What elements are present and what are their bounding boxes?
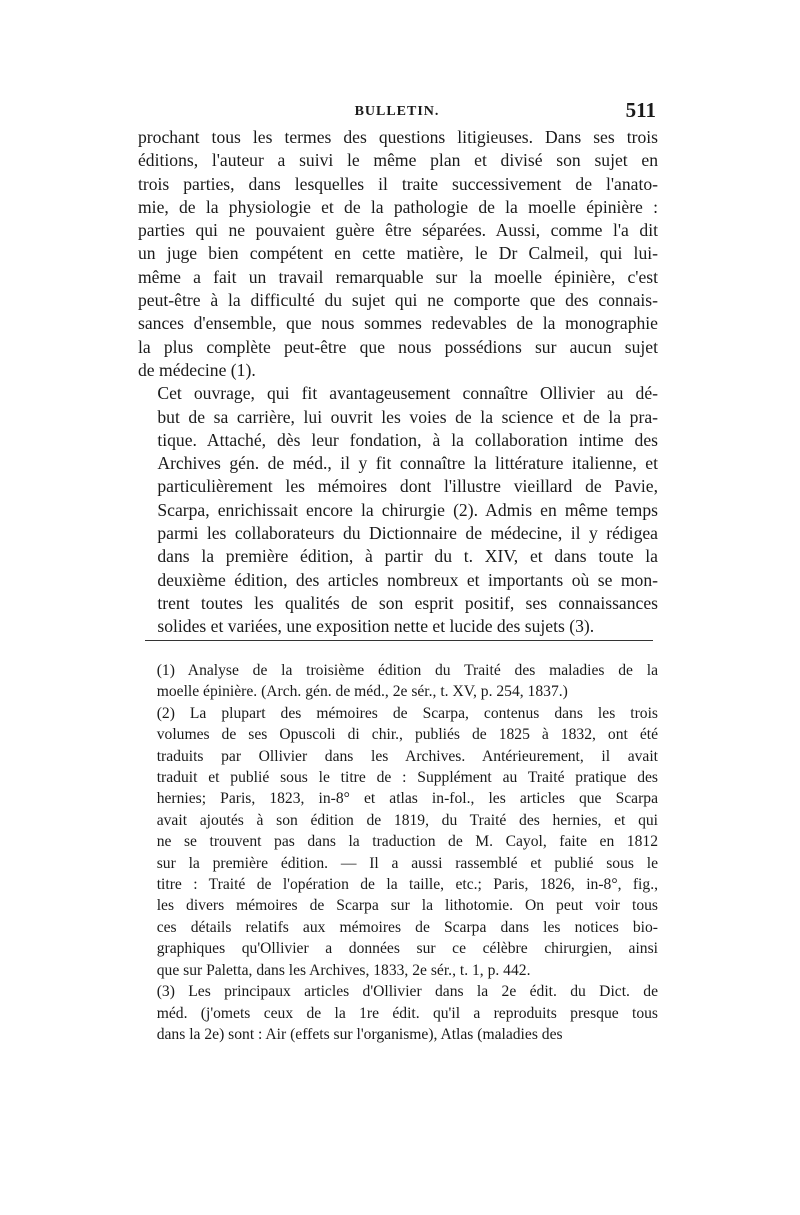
text-line: deuxième édition, des articles nombreux et importants où se mon- [157,569,658,590]
text-line: solides et variées, une exposition nette et lucide des sujets (3). [157,616,595,637]
text-line: (1) Analyse de la troisième édition du Traité des maladies de la [156,662,658,679]
text-line: mie, de la physiologie et de la pathologie de la moelle épinière : [138,196,658,217]
text-line: la plus complète peut-être que nous possédions sur aucun sujet [138,336,658,357]
text-line: Scarpa, enrichissait encore la chirurgie (2). Admis en même temps [157,499,658,520]
text-line: de médecine (1). [138,359,256,380]
text-line: parties qui ne pouvaient guère être séparées. Aussi, comme l'a dit [138,220,658,241]
text-line: même a fait un travail remarquable sur la moelle épinière, c'est [138,266,658,287]
paragraph-2 [138,382,658,638]
text-line: (2) La plupart des mémoires de Scarpa, contenus dans les trois [156,704,658,722]
footnote-1 [138,660,658,703]
text-line: graphiques qu'Ollivier a données sur ce célèbre chirurgien, ainsi [156,940,658,958]
text-line: Cet ouvrage, qui fit avantageusement connaître Ollivier au dé- [157,383,658,404]
text-line: que sur Paletta, dans les Archives, 1833, 2e sér., t. 1, p. 442. [156,961,531,979]
text-line: sur la première édition. — Il a aussi rassemblé et publié sous le [156,854,658,872]
text-line: tique. Attaché, dès leur fondation, à la collaboration intime des [157,429,658,450]
text-line: particulièrement les mémoires dont l'illustre vieillard de Pavie, [157,476,658,497]
paragraph-1 [138,126,658,382]
text-line: sances d'ensemble, que nous sommes redevables de la monographie [138,313,658,334]
footnote-2 [138,703,658,981]
text-line: prochant tous les termes des questions litigieuses. Dans ses trois [138,127,658,147]
text-line: ne se trouvent pas dans la traduction de M. Cayol, faite en 1812 [156,833,658,851]
text-line: éditions, l'auteur a suivi le même plan et divisé son sujet en [138,150,658,171]
text-line: dans la première édition, à partir du t. XIV, et dans toute la [157,546,658,567]
text-line: parmi les collaborateurs du Dictionnaire de médecine, il y rédigea [157,523,658,544]
text-line: hernies; Paris, 1823, in-8° et atlas in-fol., les articles que Scarpa [156,790,658,808]
text-line: un juge bien compétent en cette matière, le Dr Calmeil, qui lui- [138,243,658,264]
footnote-separator [145,640,653,641]
running-head: BULLETIN. [354,104,440,119]
text-line: les divers mémoires de Scarpa sur la lithotomie. On peut voir tous [156,897,658,915]
main-text [138,126,658,639]
text-line: Archives gén. de méd., il y fit connaître la littérature italienne, et [157,453,658,474]
text-line: volumes de ses Opuscoli di chir., publiés de 1825 à 1832, ont été [156,726,658,744]
text-line: dans la 2e) sont : Air (effets sur l'organisme), Atlas (maladies des [156,1025,563,1043]
text-line: traduits par Ollivier dans les Archives. Antérieurement, il avait [156,747,658,765]
page-header [138,98,656,128]
footnote-3 [138,981,658,1045]
text-line: trois parties, dans lesquelles il traite successivement de l'anato- [138,173,658,194]
text-line: trent toutes les qualités de son esprit positif, ses connaissances [157,592,658,613]
text-line: peut-être à la difficulté du sujet qui ne comporte que des connais- [138,290,658,311]
text-line: but de sa carrière, lui ouvrit les voies de la science et de la pra- [157,406,658,427]
text-line: titre : Traité de l'opération de la taille, etc.; Paris, 1826, in-8°, fig., [156,876,658,894]
footnotes [138,660,658,1045]
text-line: méd. (j'omets ceux de la 1re édit. qu'il a reproduits presque tous [156,1004,658,1022]
text-line: avait ajoutés à son édition de 1819, du Traité des hernies, et qui [156,811,658,829]
page-number: 511 [625,98,656,122]
text-line: moelle épinière. (Arch. gén. de méd., 2e sér., t. XV, p. 254, 1837.) [156,683,568,701]
text-line: ces détails relatifs aux mémoires de Scarpa dans les notices bio- [156,918,658,936]
text-line: traduit et publié sous le titre de : Supplément au Traité pratique des [156,769,658,787]
text-line: (3) Les principaux articles d'Ollivier dans la 2e édit. du Dict. de [156,983,658,1001]
